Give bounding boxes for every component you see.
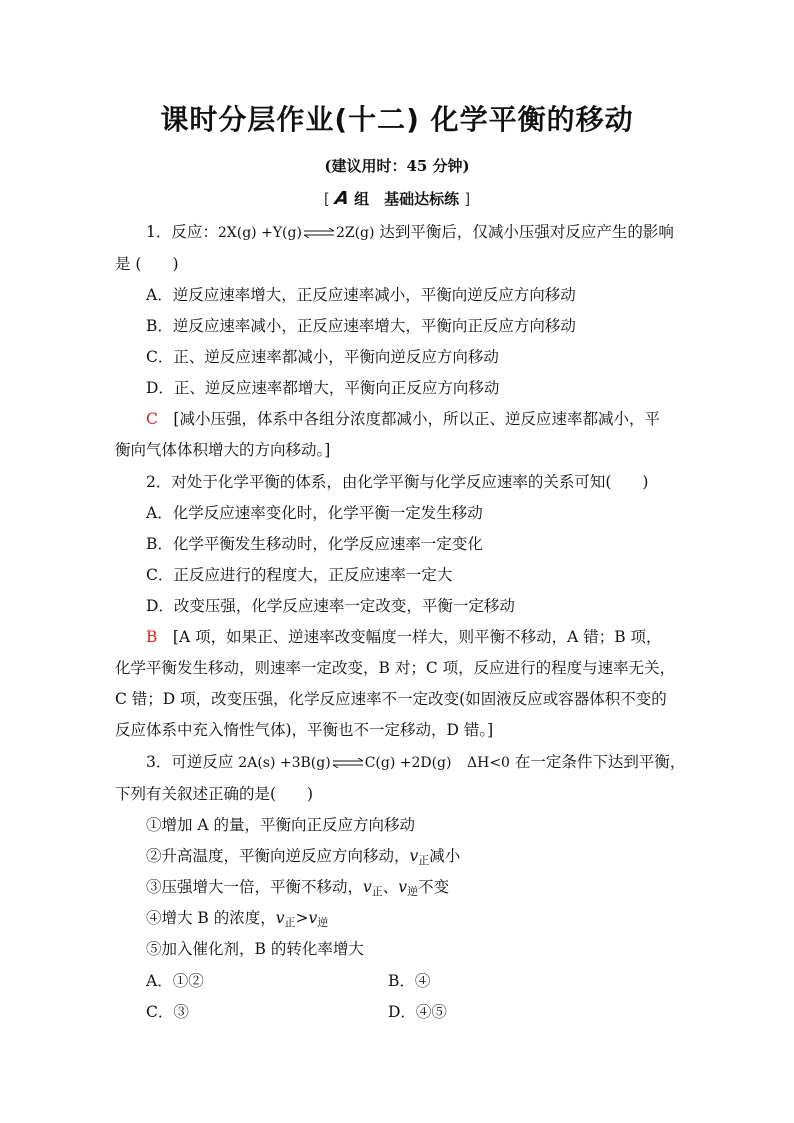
separator: 、 (382, 878, 399, 896)
q2-explanation-line-2: 化学平衡发生移动，则速率一定改变，B 对；C 项，反应进行的程度与速率无关， (115, 659, 676, 677)
q3-enthalpy: ΔH<0 (467, 755, 510, 771)
q3-equation-right: C(g) +2D(g) (364, 755, 452, 771)
suggested-time: (建议用时：45 分钟) (324, 157, 470, 175)
q2-option-c: C．正反应进行的程度大，正反应速率一定大 (146, 566, 453, 584)
rate-subscript: 逆 (317, 916, 329, 929)
rate-symbol: v (363, 878, 372, 896)
group-bracket-left: [ (323, 190, 330, 208)
q3-statement-2-suffix: 减小 (429, 847, 461, 865)
rate-subscript: 正 (284, 916, 296, 929)
q3-option-a: A．①② (146, 972, 204, 990)
q3-statement-3 (146, 877, 716, 899)
group-letter: A (333, 188, 351, 209)
q3-option-b: B．④ (388, 972, 431, 990)
q3-statement-5: ⑤加入催化剂，B 的转化率增大 (146, 940, 364, 958)
equilibrium-arrow-icon (302, 228, 336, 238)
q1-stem-line-1 (146, 222, 716, 243)
q1-option-a: A．逆反应速率增大，正反应速率减小，平衡向逆反应方向移动 (146, 286, 576, 304)
q3-statement-4 (146, 908, 716, 930)
group-bracket-right: ] (464, 190, 471, 208)
q3-options-row-1 (146, 971, 716, 991)
q3-stem-line-1 (146, 752, 716, 773)
q2-explanation-line-4: 反应体系中充入惰性气体)，平衡也不一定移动，D 错。] (115, 721, 494, 739)
rate-symbol: v (398, 878, 408, 896)
q3-prefix: 3．可逆反应 (146, 753, 239, 771)
group-label: 组 基础达标练 (354, 190, 460, 208)
rate-subscript: 逆 (407, 885, 419, 898)
equilibrium-arrow-icon (331, 758, 365, 768)
q2-explanation-line-3: C 错；D 项，改变压强，化学反应速率不一定改变(如固液反应或容器体积不变的 (115, 690, 667, 708)
q2-explanation-text: [A 项，如果正、逆速率改变幅度一样大，则平衡不移动，A 错；B 项， (172, 628, 662, 646)
q1-prefix: 1．反应： (146, 223, 218, 241)
q3-statement-1: ①增加 A 的量，平衡向正反应方向移动 (146, 816, 416, 834)
q3-statement-4-text: ④增大 B 的浓度， (146, 909, 276, 927)
q3-stem-line-2: 下列有关叙述正确的是( ) (115, 785, 314, 803)
q3-option-c: C．③ (146, 1003, 189, 1021)
q1-equation-left: 2X(g) +Y(g) (217, 225, 302, 241)
greater-than: > (295, 909, 309, 927)
q1-option-c: C．正、逆反应速率都减小，平衡向逆反应方向移动 (146, 348, 499, 366)
q1-option-b: B．逆反应速率减小，正反应速率增大，平衡向正反应方向移动 (146, 317, 576, 335)
q1-explanation-line-1 (146, 409, 716, 429)
q3-option-d: D．④⑤ (388, 1003, 447, 1021)
page-title: 课时分层作业(十二) 化学平衡的移动 (160, 103, 634, 136)
rate-symbol: v (409, 847, 419, 865)
rate-symbol: v (275, 909, 285, 927)
q2-explanation-line-1 (146, 627, 716, 647)
q3-statement-2-text: ②升高温度，平衡向逆反应方向移动， (146, 847, 410, 865)
q1-answer: C (146, 410, 158, 428)
q3-statement-3-suffix: 不变 (418, 878, 450, 896)
rate-subscript: 正 (371, 885, 383, 898)
rate-symbol: v (308, 909, 318, 927)
q1-explanation-text: [减小压强，体系中各组分浓度都减小，所以正、逆反应速率都减小，平 (173, 410, 660, 428)
q2-answer: B (146, 628, 158, 646)
q1-explanation-line-2: 衡向气体体积增大的方向移动。] (115, 441, 331, 459)
q1-option-d: D．正、逆反应速率都增大，平衡向正反应方向移动 (146, 379, 500, 397)
q3-statement-3-text: ③压强增大一倍，平衡不移动， (146, 878, 364, 896)
q2-option-b: B．化学平衡发生移动时，化学反应速率一定变化 (146, 535, 483, 553)
group-header (0, 188, 794, 209)
q1-stem-suffix: 达到平衡后，仅减小压强对反应产生的影响 (374, 223, 674, 241)
q2-stem: 2．对处于化学平衡的体系，由化学平衡与化学反应速率的关系可知( ) (146, 473, 649, 491)
q3-statement-2 (146, 846, 716, 868)
rate-subscript: 正 (418, 854, 430, 867)
q2-option-d: D．改变压强，化学反应速率一定改变，平衡一定移动 (146, 597, 515, 615)
q3-stem-suffix: 在一定条件下达到平衡， (509, 753, 686, 771)
q1-equation-right: 2Z(g) (335, 225, 375, 241)
q2-option-a: A．化学反应速率变化时，化学平衡一定发生移动 (146, 504, 483, 522)
q3-options-row-2 (146, 1002, 716, 1022)
q3-equation-left: 2A(s) +3B(g) (238, 755, 331, 771)
q1-stem-line-2: 是 ( ) (115, 255, 179, 273)
